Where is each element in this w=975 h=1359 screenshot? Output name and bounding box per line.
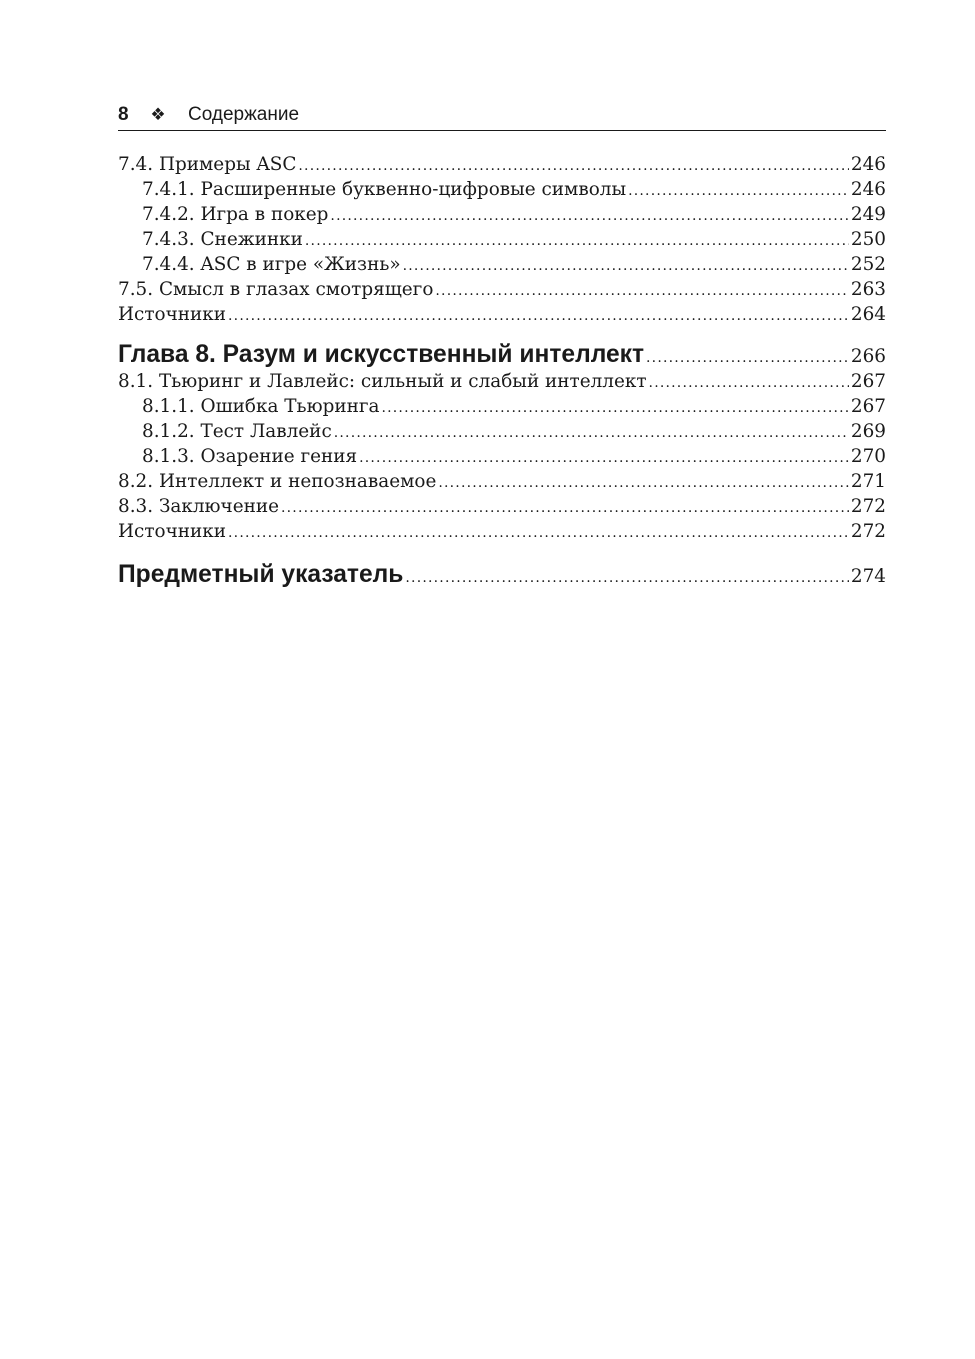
toc-entry-title: Источники xyxy=(118,521,227,542)
dot-leader xyxy=(646,344,849,373)
dot-leader xyxy=(381,396,848,421)
dot-leader xyxy=(305,229,849,254)
dot-leader xyxy=(359,446,849,471)
toc-entry xyxy=(118,227,886,252)
section-title: Содержание xyxy=(188,104,300,125)
dot-leader xyxy=(628,179,849,204)
toc-entry-page: 264 xyxy=(850,304,886,325)
toc-chapter-title: Предметный указатель xyxy=(118,561,404,588)
toc-entry-page: 267 xyxy=(850,396,886,417)
toc-entry xyxy=(118,394,886,419)
toc-entry-title: 8.1.3. Озарение гения xyxy=(142,446,358,467)
toc-entry-page: 250 xyxy=(850,229,886,250)
toc-entry-title: 7.4.4. ASC в игре «Жизнь» xyxy=(142,254,401,275)
dot-leader xyxy=(330,204,848,229)
toc-entry-title: 8.1.1. Ошибка Тьюринга xyxy=(142,396,380,417)
toc-entry-page: 271 xyxy=(850,471,886,492)
dot-leader xyxy=(298,154,848,179)
toc-entry-page: 266 xyxy=(850,346,886,367)
toc-entry-page: 246 xyxy=(850,179,886,200)
toc-entry-page: 252 xyxy=(850,254,886,275)
page-number: 8 xyxy=(118,104,129,125)
dot-leader xyxy=(228,521,849,546)
toc-entry-title: 7.4.3. Снежинки xyxy=(142,229,303,250)
toc-entry-title: 7.4. Примеры ASC xyxy=(118,154,297,175)
toc-chapter-title: Глава 8. Разум и искусственный интеллект xyxy=(118,341,645,368)
toc-entry-page: 263 xyxy=(850,279,886,300)
dot-leader xyxy=(435,279,849,304)
dot-leader xyxy=(334,421,849,446)
toc-entry-page: 272 xyxy=(850,496,886,517)
toc-entry xyxy=(118,277,886,302)
toc-entry-page: 274 xyxy=(850,566,886,587)
toc-entry-title: 8.1.2. Тест Лавлейс xyxy=(142,421,332,442)
toc-entry-page: 269 xyxy=(850,421,886,442)
toc-entry-title: 8.1. Тьюринг и Лавлейс: сильный и слабый интеллект xyxy=(118,371,647,392)
toc-entry-title: 8.2. Интеллект и непознаваемое xyxy=(118,471,437,492)
dot-leader xyxy=(228,304,849,329)
toc-entry-page: 267 xyxy=(850,371,886,392)
toc-entry xyxy=(118,302,886,327)
toc-entry xyxy=(118,419,886,444)
toc-entry xyxy=(118,202,886,227)
toc-entry xyxy=(118,469,886,494)
dot-leader xyxy=(649,371,849,396)
toc-entry xyxy=(118,369,886,394)
toc-chapter-entry xyxy=(118,340,886,369)
dot-leader xyxy=(438,471,849,496)
toc-entry-title: 7.5. Смысл в глазах смотрящего xyxy=(118,279,434,300)
ornament-icon: ❖ xyxy=(150,105,166,124)
toc-entry xyxy=(118,444,886,469)
toc-entry-title: Источники xyxy=(118,304,227,325)
dot-leader xyxy=(281,496,849,521)
toc-entry xyxy=(118,519,886,544)
toc-entry-page: 272 xyxy=(850,521,886,542)
toc-entry-title: 8.3. Заключение xyxy=(118,496,279,517)
running-header xyxy=(118,100,886,131)
toc-entry-page: 246 xyxy=(850,154,886,175)
toc-entry-title: 7.4.1. Расширенные буквенно-цифровые символы xyxy=(142,179,627,200)
table-of-contents xyxy=(118,152,886,589)
toc-index-entry xyxy=(118,560,886,589)
dot-leader xyxy=(403,254,849,279)
toc-entry-page: 249 xyxy=(850,204,886,225)
toc-entry-page: 270 xyxy=(850,446,886,467)
toc-entry xyxy=(118,152,886,177)
toc-entry-title: 7.4.2. Игра в покер xyxy=(142,204,329,225)
toc-entry xyxy=(118,494,886,519)
toc-entry xyxy=(118,252,886,277)
toc-entry xyxy=(118,177,886,202)
dot-leader xyxy=(405,564,848,593)
book-page xyxy=(118,100,886,589)
